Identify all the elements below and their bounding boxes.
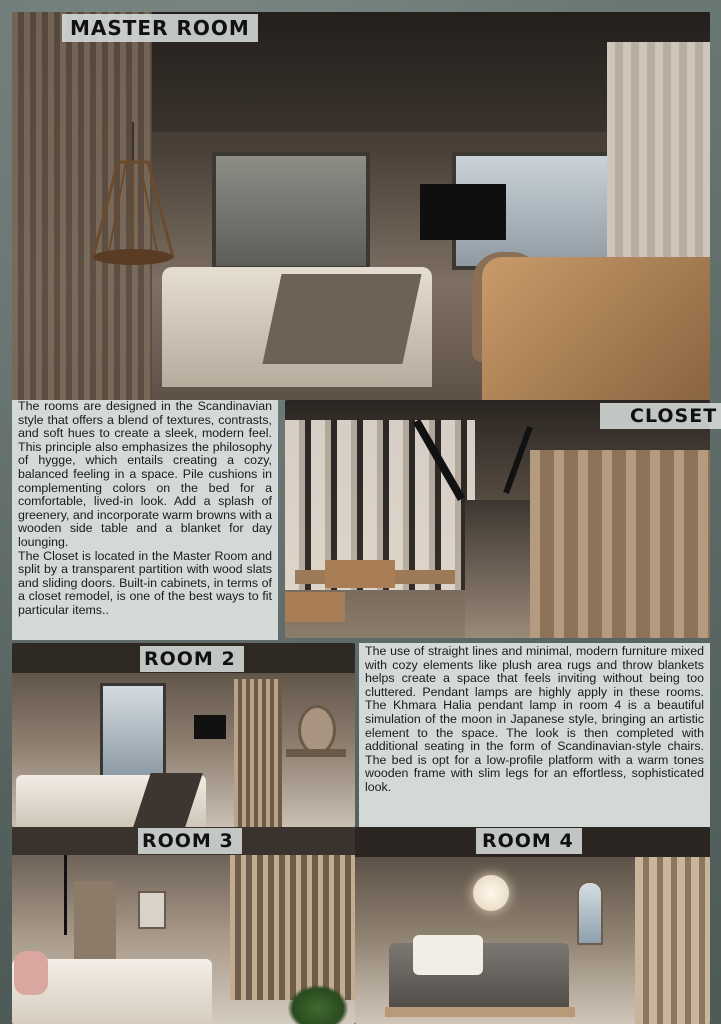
description-left	[12, 400, 278, 640]
moon-pendant-lamp	[473, 875, 509, 911]
room-2-label: ROOM 2	[140, 646, 244, 672]
vanity-desk	[286, 749, 346, 757]
bed-frame	[385, 1007, 575, 1017]
closet-image	[285, 400, 710, 638]
room-3-label: ROOM 3	[138, 828, 242, 854]
throw-blanket	[262, 274, 421, 364]
curtain	[607, 42, 710, 282]
description-right-paragraph-1: The use of straight lines and minimal, modern furniture mixed with cozy elements like plush area rugs and throw blankets helps create a space that feels inviting without being too cluttered. Pendant lamps are highly apply in these rooms. The Khmara Halia pendant lamp in room 4 is a beautiful simulation of the moon in Japanese style, bringing an artistic element to the space. The look is then completed with additional seating in the form of Scandinavian-style chairs. The bed is opt for a low-profile platform with a warm tones wooden frame with slim legs for an effortless, sophisticated look.	[365, 644, 704, 794]
storage-box	[325, 560, 395, 588]
round-mirror	[298, 705, 336, 755]
wooden-desk	[482, 257, 710, 400]
track-light	[503, 426, 533, 494]
wood-wall-panel	[635, 857, 710, 1024]
rattan-pendant-lamp-icon	[78, 122, 188, 272]
built-in-cabinet	[530, 450, 710, 638]
room-4-label: ROOM 4	[476, 828, 582, 854]
bed-sheet	[413, 935, 483, 975]
wall-art	[138, 891, 166, 929]
television	[194, 715, 226, 739]
wood-slat-partition	[234, 679, 282, 827]
master-room-image	[12, 12, 710, 400]
arched-mirror	[577, 881, 603, 945]
pillow	[14, 951, 48, 995]
plant	[288, 985, 348, 1024]
room-3-image	[12, 827, 355, 1024]
pendant-lamp	[64, 855, 67, 935]
door	[74, 881, 116, 961]
master-room-label: MASTER ROOM	[62, 14, 258, 42]
wood-slat-wall	[230, 855, 355, 1000]
television	[420, 184, 506, 240]
description-left-paragraph-1: The rooms are designed in the Scandinavian style that offers a blend of textures, contrasts, and soft hues to create a sleek, modern feel. This principle also emphasizes the philosophy of hygge, which entails creating a cozy, balanced feeling in a space. Pile cushions in complementing colors on the bed for a comfortable, lived-in look. Add a splash of greenery, and incorporate warm browns with a wooden side table and a blanket for day lounging.	[18, 399, 272, 549]
description-right	[359, 643, 710, 827]
city-window	[100, 683, 166, 781]
storage-box	[285, 592, 345, 622]
closet-label: CLOSET	[600, 403, 721, 429]
description-left-paragraph-2: The Closet is located in the Master Room and split by a transparent partition with wood slats and sliding doors. Built-in cabinets, in terms of a closet remodel, is one of the best ways to fit particular items..	[18, 548, 272, 617]
room-4-image	[355, 827, 710, 1024]
glass-partition	[212, 152, 370, 270]
